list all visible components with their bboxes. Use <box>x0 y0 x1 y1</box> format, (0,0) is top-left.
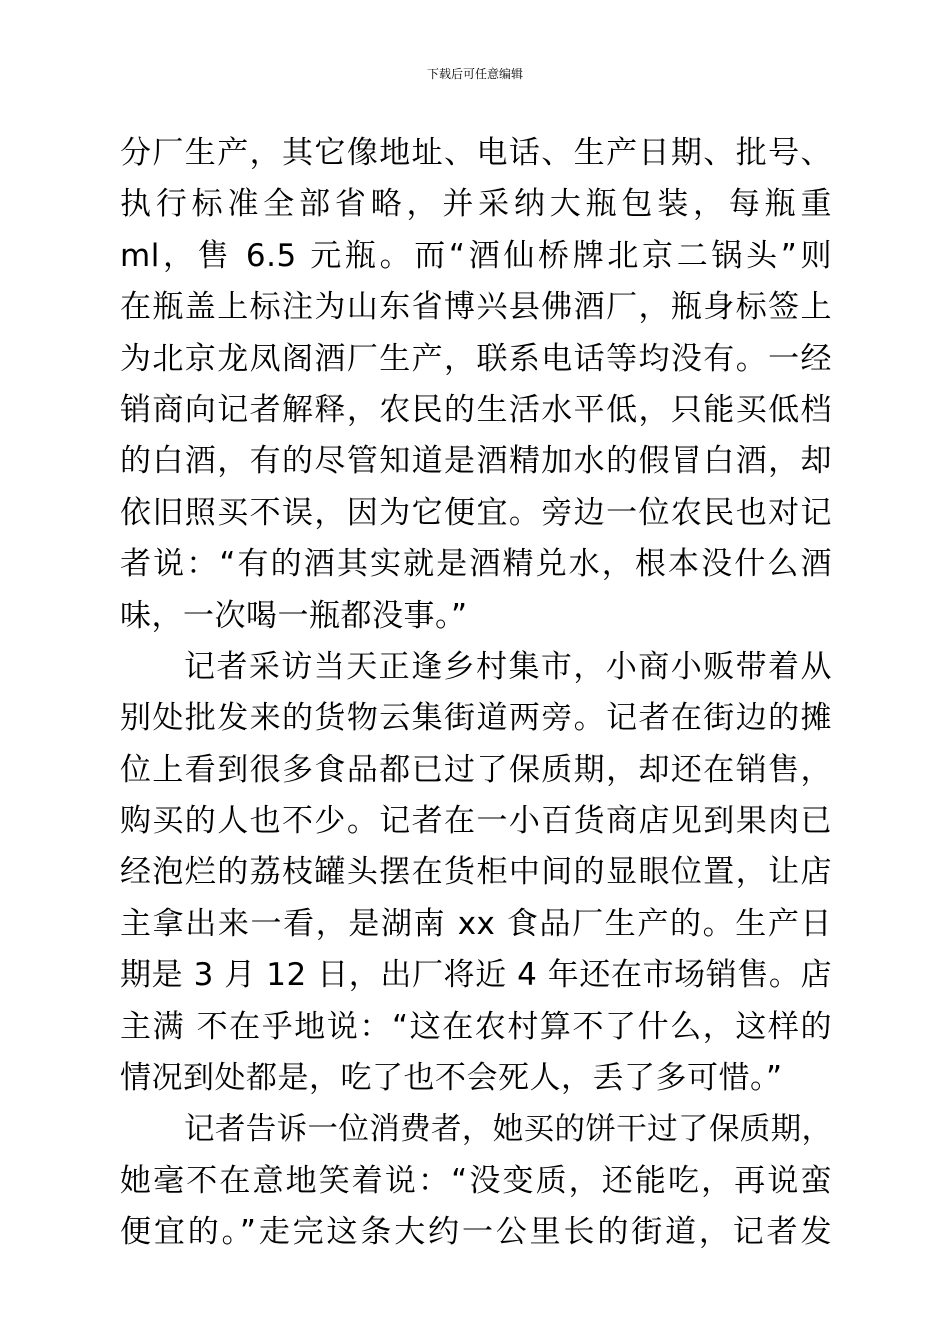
text-line: 便宜的。”走完这条大约一公里长的街道，记者发 <box>120 1214 832 1251</box>
paragraph-1 <box>120 128 832 642</box>
text-line: 的白酒，有的尽管知道是酒精加水的假冒白酒，却 <box>120 443 832 480</box>
text-line: 位上看到很多食品都已过了保质期，却还在销售， <box>120 751 832 788</box>
text-line: 销商向记者解释，农民的生活水平低，只能买低档 <box>120 391 832 428</box>
text-line: 味，一次喝一瓶都没事。” <box>120 597 468 634</box>
text-line: ml，售 6.5 元瓶。而“酒仙桥牌北京二锅头”则 <box>120 237 832 274</box>
text-line: 记者采访当天正逢乡村集市，小商小贩带着从 <box>184 648 832 685</box>
text-line: 在瓶盖上标注为山东省博兴县佛酒厂，瓶身标签上 <box>120 289 832 326</box>
text-line: 别处批发来的货物云集街道两旁。记者在街边的摊 <box>120 700 832 737</box>
text-line: 依旧照买不误，因为它便宜。旁边一位农民也对记 <box>120 494 832 531</box>
text-line: 主拿出来一看，是湖南 xx 食品厂生产的。生产日 <box>120 905 832 942</box>
text-line: 主满 不在乎地说：“这在农村算不了什么，这样的 <box>120 1008 832 1045</box>
page-header: 下载后可任意编辑 <box>426 67 523 81</box>
text-line: 购买的人也不少。记者在一小百货商店见到果肉已 <box>120 803 832 840</box>
text-line: 情况到处都是，吃了也不会死人，丢了多可惜。” <box>120 1060 783 1097</box>
text-line: 记者告诉一位消费者，她买的饼干过了保质期， <box>184 1112 832 1148</box>
text-line: 分厂生产，其它像地址、电话、生产日期、批号、 <box>120 135 832 171</box>
text-line: 她毫不在意地笑着说：“没变质，还能吃，再说蛮 <box>120 1162 832 1199</box>
text-line: 期是 3 月 12 日，出厂将近 4 年还在市场销售。店 <box>120 957 832 994</box>
paragraph-2 <box>120 642 832 1105</box>
text-line: 为北京龙凤阁酒厂生产，联系电话等均没有。一经 <box>120 340 832 377</box>
body-text <box>120 128 832 1259</box>
text-line: 经泡烂的荔枝罐头摆在货柜中间的显眼位置，让店 <box>120 854 832 891</box>
text-line: 执行标准全部省略，并采纳大瓶包装，每瓶重 <box>120 186 832 223</box>
paragraph-3 <box>120 1104 832 1258</box>
text-line: 者说：“有的酒其实就是酒精兑水，根本没什么酒 <box>120 546 832 583</box>
